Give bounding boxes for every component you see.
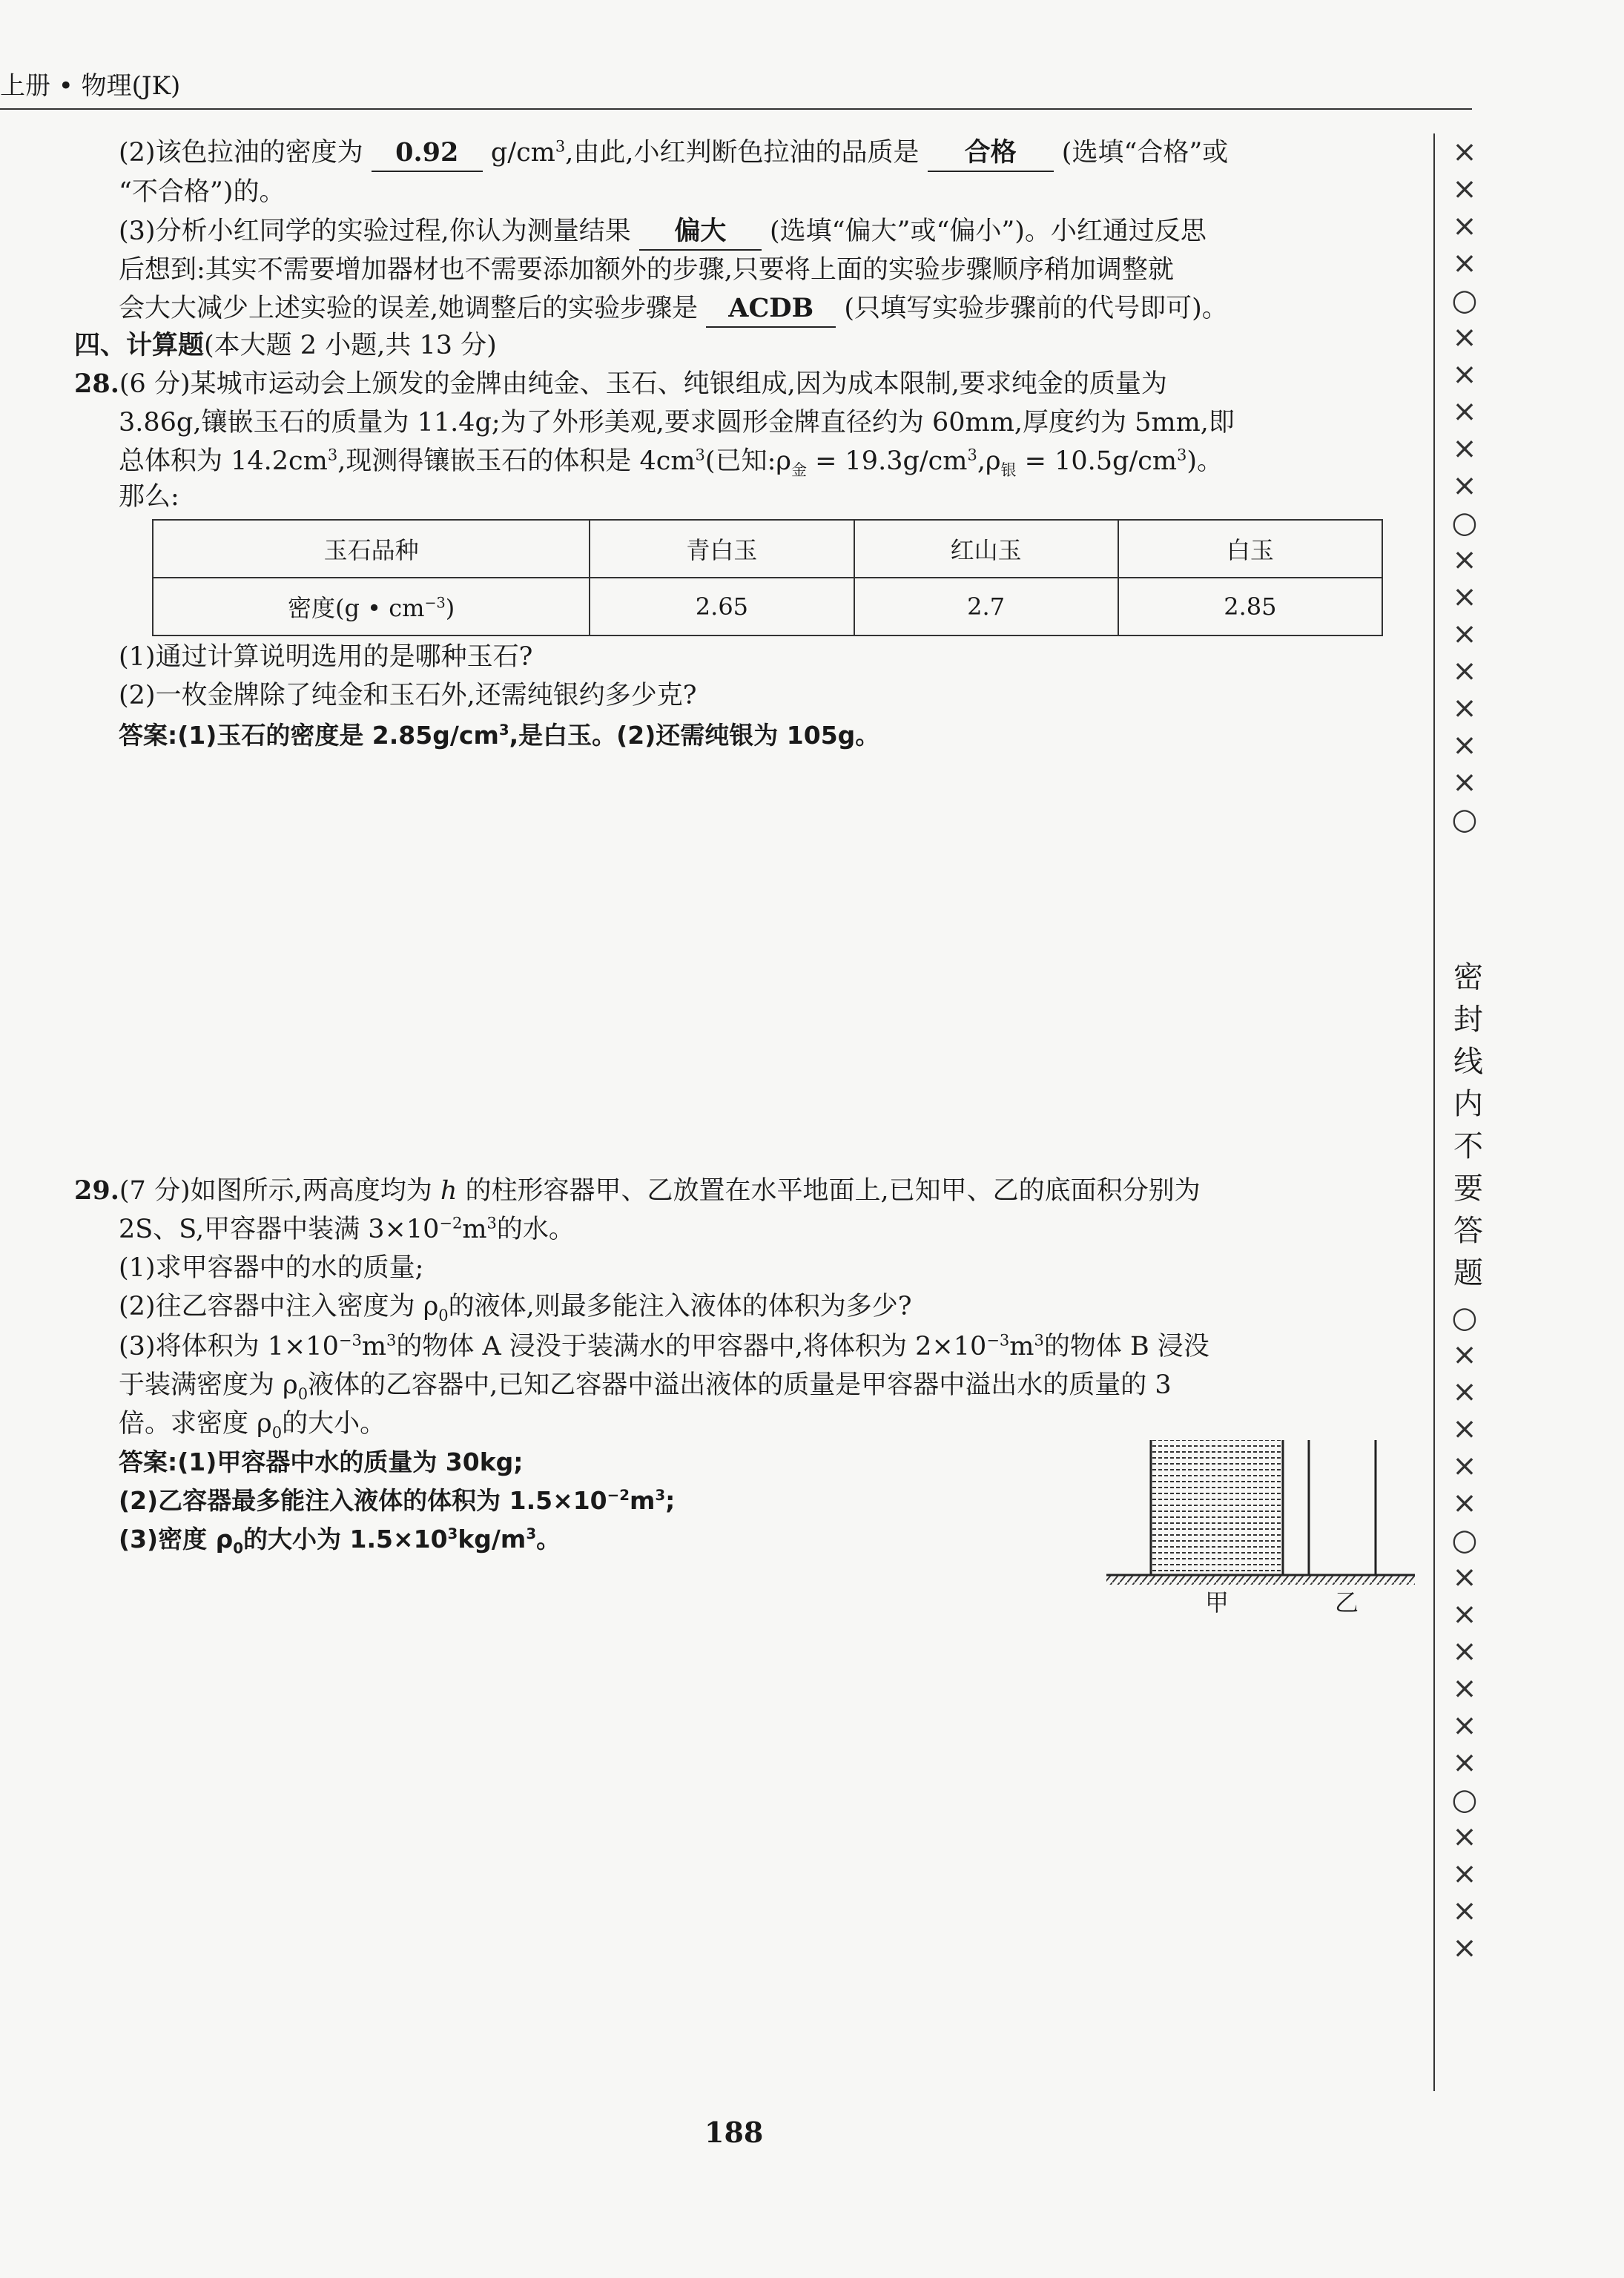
page-header — [0, 68, 180, 104]
q29-sub3-line3: 倍。求密度 $\rho_0$的大小。 — [119, 1409, 386, 1442]
seal-char: 密 — [1453, 960, 1483, 994]
cross-mark-icon: × — [1452, 209, 1477, 243]
table-cell: 2.65 — [590, 578, 854, 635]
cross-mark-icon: × — [1452, 469, 1477, 503]
seal-marks-top — [1431, 133, 1498, 838]
q29-sub1: (1)求甲容器中的水的质量; — [119, 1253, 424, 1283]
circle-mark-icon: ○ — [1451, 506, 1478, 540]
containers-figure — [1105, 1431, 1416, 1617]
q27-part3: (3)分析小红同学的实验过程,你认为测量结果 偏大 (选填“偏大”或“偏小”)。小红通过反思 — [119, 214, 1207, 251]
label-jia: 甲 — [1205, 1588, 1229, 1617]
cross-mark-icon: × — [1452, 1486, 1477, 1520]
q28-sub2: (2)一枚金牌除了纯金和玉石外,还需纯银约多少克? — [119, 681, 697, 710]
q28-line4: 那么: — [119, 482, 179, 512]
cross-mark-icon: × — [1452, 1931, 1477, 1965]
cross-mark-icon: × — [1452, 135, 1477, 169]
cross-mark-icon: × — [1452, 580, 1477, 614]
header-text: 上册 • 物理(JK) — [0, 71, 181, 101]
section-title: 四、计算题(本大题 2 小题,共 13 分) — [74, 330, 497, 360]
cross-mark-icon: × — [1452, 1746, 1477, 1780]
circle-mark-icon: ○ — [1451, 1301, 1478, 1335]
cross-mark-icon: × — [1452, 654, 1477, 688]
seal-char: 题 — [1453, 1256, 1483, 1290]
circle-mark-icon: ○ — [1451, 283, 1478, 317]
cross-mark-icon: × — [1452, 357, 1477, 392]
cross-mark-icon: × — [1452, 1634, 1477, 1668]
q27-part2: (2)该色拉油的密度为 0.92 $g/cm^3$,由此,小红判断色拉油的品质是 合格 (选填“合格”或 — [119, 135, 1228, 172]
header-rule — [0, 108, 1472, 110]
table-cell: 2.7 — [854, 578, 1118, 635]
q29-answer-2: (2)乙容器最多能注入液体的体积为 $1.5\times 10^{-2}m^3$; — [119, 1486, 676, 1515]
cross-mark-icon: × — [1452, 1671, 1477, 1706]
q27-answer-result: 偏大 — [639, 214, 762, 251]
q27-part3-line2: 后想到:其实不需要增加器材也不需要添加额外的步骤,只要将上面的实验步骤顺序稍加调整就 — [119, 255, 1174, 285]
q27-part2-cont: “不合格”)的。 — [119, 177, 285, 207]
label-yi: 乙 — [1335, 1588, 1359, 1617]
seal-marks-bottom — [1431, 1299, 1498, 1967]
table-row-label: 密度(g • $cm^{-3}$) — [153, 578, 590, 635]
cross-mark-icon: × — [1452, 728, 1477, 762]
cross-mark-icon: × — [1452, 1857, 1477, 1891]
q29-sub2: (2)往乙容器中注入密度为 $\rho_0$的液体,则最多能注入液体的体积为多少? — [119, 1292, 912, 1324]
table-header-cell: 青白玉 — [590, 520, 854, 578]
table-header-cell: 玉石品种 — [153, 520, 590, 578]
table-cell: 2.85 — [1118, 578, 1382, 635]
cross-mark-icon: × — [1452, 246, 1477, 280]
cross-mark-icon: × — [1452, 1708, 1477, 1743]
q28-line3: 总体积为 $14.2cm^3$,现测得镶嵌玉石的体积是 $4cm^3$(已知$:\rho_金 = 19.3g/cm^3,\rho_银 = 10.5g/cm^3$)。 — [119, 446, 1224, 479]
cross-mark-icon: × — [1452, 1412, 1477, 1446]
table-row — [153, 578, 1382, 635]
seal-char: 要 — [1453, 1172, 1483, 1206]
cross-mark-icon: × — [1452, 432, 1477, 466]
q28-answer: 答案:(1)玉石的密度是 $2.85g/cm^3$,是白玉。(2)还需纯银为 105g。 — [119, 721, 880, 750]
container-yi — [1309, 1440, 1376, 1575]
q29-line1: 29.(7 分)如图所示,两高度均为 h 的柱形容器甲、乙放置在水平地面上,已知甲、乙的底面积分别为 — [74, 1175, 1201, 1206]
seal-char: 答 — [1453, 1214, 1483, 1248]
container-jia-water — [1151, 1440, 1283, 1575]
cross-mark-icon: × — [1452, 617, 1477, 651]
seal-vertical-text — [1446, 957, 1491, 1295]
cross-mark-icon: × — [1452, 320, 1477, 354]
cross-mark-icon: × — [1452, 1597, 1477, 1631]
cross-mark-icon: × — [1452, 765, 1477, 799]
circle-mark-icon: ○ — [1451, 802, 1478, 836]
cross-mark-icon: × — [1452, 1894, 1477, 1928]
circle-mark-icon: ○ — [1451, 1523, 1478, 1557]
ground-hatch — [1106, 1576, 1415, 1585]
table-header-row — [153, 520, 1382, 578]
q29-line2: 2S、S,甲容器中装满 $3\times 10^{-2}m^3$的水。 — [119, 1214, 575, 1244]
q29-sub3: (3)将体积为 $1\times 10^{-3}m^3$的物体 A 浸没于装满水的甲容器中,将体积为 $2\times 10^{-3}m^3$的物体 B 浸没 — [119, 1331, 1209, 1361]
seal-char: 封 — [1453, 1003, 1483, 1037]
cross-mark-icon: × — [1452, 1560, 1477, 1594]
q27-answer-steps: ACDB — [706, 291, 836, 328]
q29-answer-1: 答案:(1)甲容器中水的质量为 30kg; — [119, 1447, 524, 1476]
q27-answer-density: 0.92 — [372, 135, 483, 172]
q27-part3-line3: 会大大减少上述实验的误差,她调整后的实验步骤是 ACDB (只填写实验步骤前的代号即可)。 — [119, 291, 1228, 328]
cross-mark-icon: × — [1452, 1338, 1477, 1372]
seal-char: 内 — [1453, 1087, 1483, 1121]
q28-sub1: (1)通过计算说明选用的是哪种玉石? — [119, 642, 533, 672]
cross-mark-icon: × — [1452, 543, 1477, 577]
cross-mark-icon: × — [1452, 1449, 1477, 1483]
seal-char: 不 — [1453, 1129, 1483, 1163]
q28-line2: 3.86g,镶嵌玉石的质量为 11.4g;为了外形美观,要求圆形金牌直径约为 60mm,厚度约为 5mm,即 — [119, 408, 1235, 438]
seal-char: 线 — [1453, 1045, 1483, 1079]
q28-line1: 28.(6 分)某城市运动会上颁发的金牌由纯金、玉石、纯银组成,因为成本限制,要求纯金的质量为 — [74, 369, 1167, 399]
cross-mark-icon: × — [1452, 394, 1477, 429]
table-header-cell: 白玉 — [1118, 520, 1382, 578]
jade-density-table — [152, 519, 1383, 636]
q29-sub3-line2: 于装满密度为 $\rho_0$液体的乙容器中,已知乙容器中溢出液体的质量是甲容器中溢出水的质量的 3 — [119, 1370, 1172, 1403]
q29-number: 29. — [74, 1175, 119, 1206]
cross-mark-icon: × — [1452, 172, 1477, 206]
table-header-cell: 红山玉 — [854, 520, 1118, 578]
circle-mark-icon: ○ — [1451, 1783, 1478, 1817]
q27-answer-quality: 合格 — [928, 135, 1054, 172]
page-number: 188 — [704, 2116, 764, 2149]
q28-number: 28. — [74, 369, 119, 399]
q29-answer-3: (3)密度 $\rho_0$的大小为 $1.5\times 10^3kg/m^3$。 — [119, 1525, 561, 1557]
cross-mark-icon: × — [1452, 1375, 1477, 1409]
cross-mark-icon: × — [1452, 1820, 1477, 1854]
cross-mark-icon: × — [1452, 691, 1477, 725]
